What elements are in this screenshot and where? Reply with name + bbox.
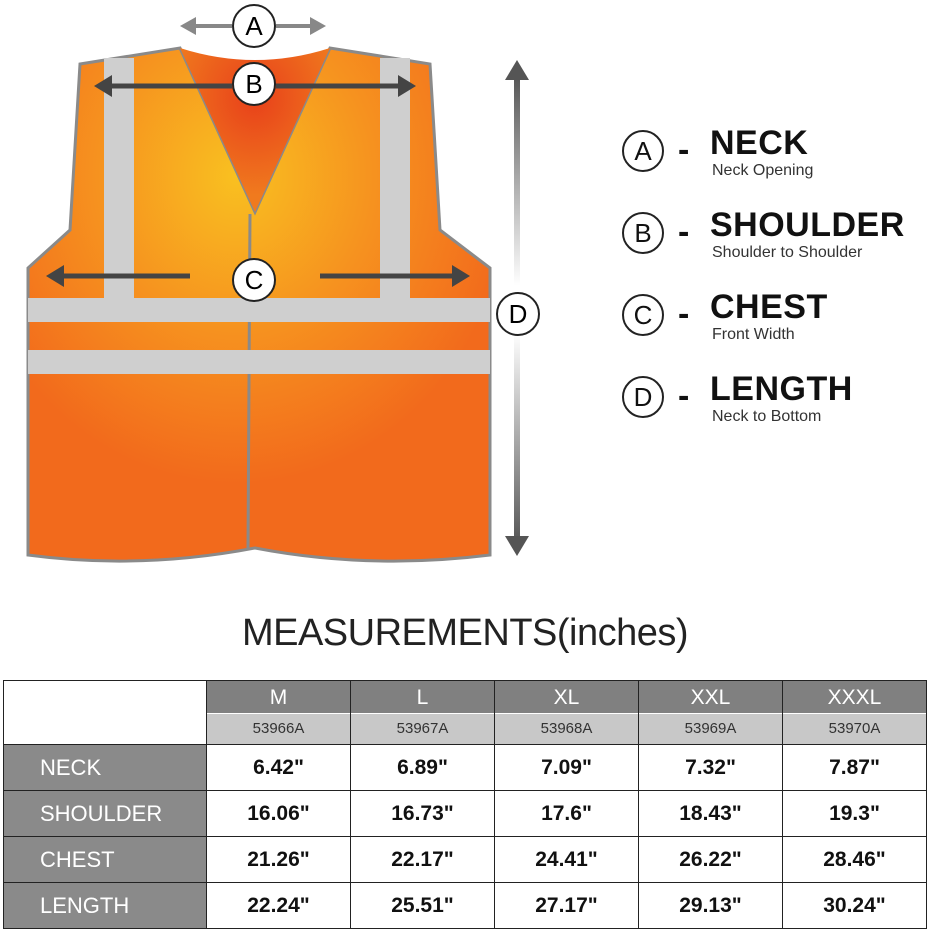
table-cell: 6.42" [207,745,351,791]
table-cell: 30.24" [783,883,927,929]
label-b-circle [233,63,275,105]
legend-letter: B [622,212,664,254]
table-cell: 25.51" [351,883,495,929]
table-header-row [4,681,927,745]
table-cell: 22.24" [207,883,351,929]
size-code: 53968A [495,713,638,744]
table-row [4,791,927,837]
row-label: CHEST [4,837,207,883]
legend-name: CHEST [710,288,828,326]
legend-letter: D [622,376,664,418]
size-name: XL [553,686,580,709]
size-name: M [269,686,288,709]
size-header [351,681,495,745]
table-cell: 28.46" [783,837,927,883]
row-label: SHOULDER [4,791,207,837]
table-row [4,883,927,929]
legend-desc: Shoulder to Shoulder [712,244,863,261]
size-header [783,681,927,745]
table-cell: 7.32" [639,745,783,791]
legend-name: SHOULDER [710,206,905,244]
size-code: 53970A [783,713,926,744]
legend-dash: - [678,213,690,251]
size-code: 53969A [639,713,782,744]
size-code: 53966A [207,713,350,744]
size-name: L [416,686,429,709]
size-name: XXXL [827,686,882,709]
label-c-circle [233,259,275,301]
legend-desc: Front Width [712,326,795,343]
row-label: LENGTH [4,883,207,929]
size-header [495,681,639,745]
svg-text:A: A [245,11,263,41]
size-name: XXL [690,686,731,709]
size-header [207,681,351,745]
label-a-circle [233,5,275,47]
table-cell: 29.13" [639,883,783,929]
measurements-table [3,680,927,929]
legend-dash: - [678,295,690,333]
size-code: 53967A [351,713,494,744]
table-cell: 7.09" [495,745,639,791]
legend-name: NECK [710,124,809,162]
measurements-title: MEASUREMENTS(inches) [241,612,689,654]
table-cell: 26.22" [639,837,783,883]
table-cell: 27.17" [495,883,639,929]
svg-text:D: D [508,299,528,329]
legend-dash: - [678,131,690,169]
table-cell: 22.17" [351,837,495,883]
svg-text:C: C [244,265,264,295]
table-cell: 24.41" [495,837,639,883]
legend-letter: C [622,294,664,336]
table-cell: 6.89" [351,745,495,791]
table-cell: 21.26" [207,837,351,883]
table-row [4,837,927,883]
table-row [4,745,927,791]
legend-desc: Neck Opening [712,162,814,179]
table-cell: 17.6" [495,791,639,837]
table-cell: 16.73" [351,791,495,837]
legend-name: LENGTH [710,370,853,408]
table-corner [4,681,207,745]
table-cell: 7.87" [783,745,927,791]
table-cell: 18.43" [639,791,783,837]
svg-text:B: B [245,69,263,99]
table-cell: 16.06" [207,791,351,837]
row-label: NECK [4,745,207,791]
legend-desc: Neck to Bottom [712,408,822,425]
table-cell: 19.3" [783,791,927,837]
label-d-circle [497,293,539,335]
legend-dash: - [678,377,690,415]
size-header [639,681,783,745]
legend-letter: A [622,130,664,172]
